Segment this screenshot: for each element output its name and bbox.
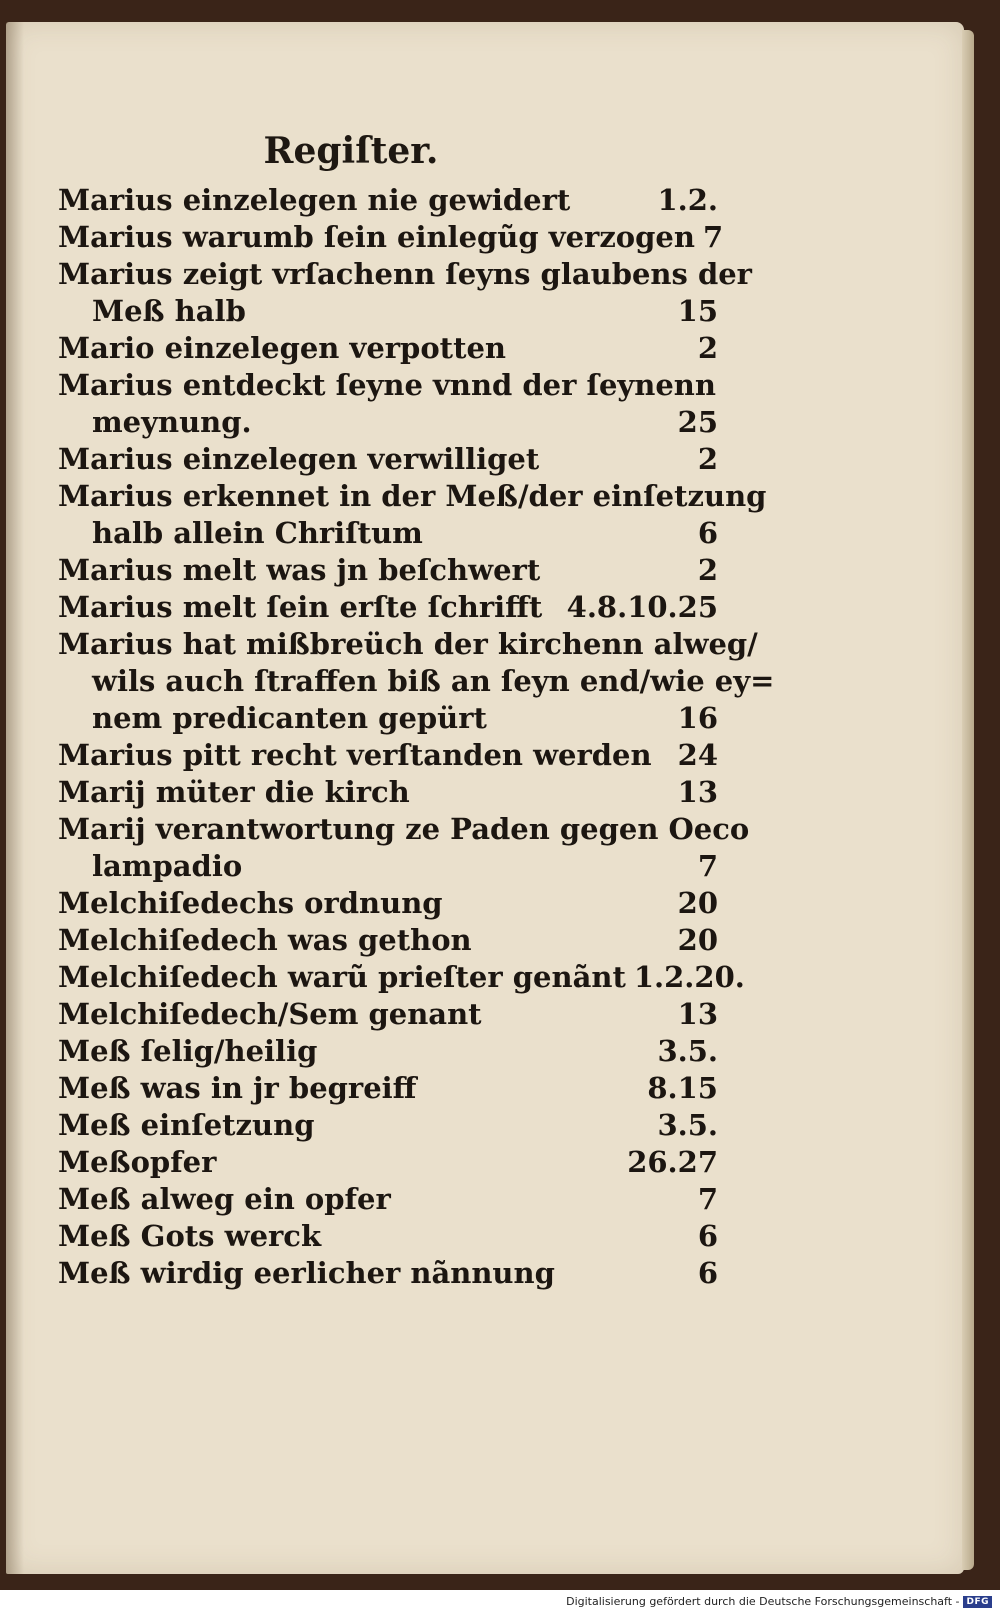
register-entry bbox=[58, 626, 758, 663]
register-entry bbox=[58, 1181, 718, 1218]
entry-text: Mario einzelegen verpotten bbox=[58, 331, 506, 365]
entry-pages: 15 bbox=[677, 294, 718, 328]
register-entry bbox=[58, 1218, 718, 1255]
register-entry bbox=[58, 885, 718, 922]
entry-text: Marij müter die kirch bbox=[58, 775, 410, 809]
register-entry bbox=[58, 478, 767, 515]
register-entry bbox=[58, 774, 718, 811]
entry-pages: 25 bbox=[677, 405, 718, 439]
register-entry-continuation bbox=[58, 663, 775, 700]
entry-text: Marij verantwortung ze Paden gegen Oeco bbox=[58, 812, 750, 846]
entry-pages: 6 bbox=[697, 1256, 718, 1290]
register-entry-continuation bbox=[58, 848, 718, 885]
entry-pages: 6 bbox=[697, 1219, 718, 1253]
register-entries bbox=[58, 182, 775, 1292]
entry-text: Marius einzelegen nie gewidert bbox=[58, 183, 571, 217]
book-page bbox=[6, 22, 964, 1574]
entry-pages: 7 bbox=[697, 1182, 718, 1216]
register-entry bbox=[58, 811, 750, 848]
dfg-logo: DFG bbox=[963, 1596, 992, 1608]
entry-text: Meß Gots werck bbox=[58, 1219, 322, 1253]
register-entry bbox=[58, 367, 718, 404]
page-gutter-shadow bbox=[6, 22, 24, 1574]
entry-text: lampadio bbox=[92, 849, 243, 883]
entry-text: Meß was in jr begreiff bbox=[58, 1071, 417, 1105]
register-entry bbox=[58, 589, 718, 626]
entry-text: nem predicanten gepürt bbox=[92, 701, 487, 735]
entry-pages: 13 bbox=[677, 775, 718, 809]
register-entry bbox=[58, 959, 745, 996]
entry-text: Meß halb bbox=[92, 294, 246, 328]
entry-pages: 3.5. bbox=[657, 1108, 718, 1142]
entry-text: Melchiſedech was gethon bbox=[58, 923, 472, 957]
entry-pages: 7 bbox=[697, 849, 718, 883]
entry-pages: 24 bbox=[677, 738, 718, 772]
page-heading: Regiſter. bbox=[263, 130, 439, 172]
entry-pages: 20 bbox=[677, 923, 718, 957]
entry-text: Meß alweg ein opfer bbox=[58, 1182, 391, 1216]
register-entry bbox=[58, 1070, 718, 1107]
register-entry bbox=[58, 922, 718, 959]
entry-text: Marius erkennet in der Meß/der einſetzung bbox=[58, 479, 767, 513]
register-entry bbox=[58, 552, 718, 589]
entry-pages: 7 bbox=[702, 220, 724, 254]
entry-pages: 1.2.20. bbox=[633, 960, 745, 994]
register-entry bbox=[58, 441, 718, 478]
register-entry-continuation bbox=[58, 700, 718, 737]
entry-pages: 26.27 bbox=[627, 1145, 718, 1179]
entry-pages: 8.15 bbox=[647, 1071, 718, 1105]
register-entry bbox=[58, 1144, 718, 1181]
register-entry bbox=[58, 256, 752, 293]
entry-pages: 16 bbox=[677, 701, 718, 735]
entry-pages: 6 bbox=[697, 516, 718, 550]
register-entry bbox=[58, 182, 718, 219]
register-entry-continuation bbox=[58, 515, 718, 552]
register-entry bbox=[58, 737, 718, 774]
register-entry-continuation bbox=[58, 293, 718, 330]
entry-pages: 2 bbox=[697, 553, 718, 587]
entry-text: Meß einſetzung bbox=[58, 1108, 315, 1142]
entry-text: Marius zeigt vrſachenn ſeyns glaubens der bbox=[58, 257, 752, 291]
entry-pages: 3.5. bbox=[657, 1034, 718, 1068]
entry-text: Melchiſedech warũ prieſter genãnt bbox=[58, 960, 626, 994]
entry-text: wils auch ſtraffen biß an ſeyn end/wie ey= bbox=[92, 664, 775, 698]
register-entry-continuation bbox=[58, 404, 718, 441]
entry-text: Melchiſedech/Sem genant bbox=[58, 997, 482, 1031]
register-entry bbox=[58, 1255, 718, 1292]
entry-pages: 1.2. bbox=[657, 183, 718, 217]
entry-text: meynung. bbox=[92, 405, 252, 439]
page-edge bbox=[962, 30, 974, 1570]
entry-text: Marius melt was jn beſchwert bbox=[58, 553, 541, 587]
register-entry bbox=[58, 996, 718, 1033]
entry-text: Marius pitt recht verſtanden werden bbox=[58, 738, 652, 772]
entry-pages: 20 bbox=[677, 886, 718, 920]
register-entry bbox=[58, 1107, 718, 1144]
entry-text: Marius melt ſein erſte ſchrifft bbox=[58, 590, 543, 624]
register-entry bbox=[58, 1033, 718, 1070]
register-entry bbox=[58, 330, 718, 367]
entry-text: Melchiſedechs ordnung bbox=[58, 886, 443, 920]
entry-pages: 13 bbox=[677, 997, 718, 1031]
entry-text: Marius einzelegen verwilliget bbox=[58, 442, 540, 476]
entry-text: halb allein Chriſtum bbox=[92, 516, 423, 550]
register-entry bbox=[58, 219, 724, 256]
digitization-footer bbox=[566, 1595, 992, 1608]
entry-pages: 4.8.10.25 bbox=[566, 590, 718, 624]
footer-text: Digitalisierung gefördert durch die Deutsche Forschungsgemeinschaft - bbox=[566, 1595, 960, 1608]
entry-text: Marius warumb ſein einlegũg verzogen bbox=[58, 220, 695, 254]
entry-pages: 2 bbox=[697, 442, 718, 476]
entry-pages: 2 bbox=[697, 331, 718, 365]
entry-text: Marius hat mißbreüch der kirchenn alweg/ bbox=[58, 627, 758, 661]
entry-text: Meßopfer bbox=[58, 1145, 217, 1179]
entry-text: Meß wirdig eerlicher nãnnung bbox=[58, 1256, 555, 1290]
entry-text: Meß ſelig/heilig bbox=[58, 1034, 318, 1068]
entry-text: Marius entdeckt ſeyne vnnd der ſeynenn bbox=[58, 368, 716, 402]
